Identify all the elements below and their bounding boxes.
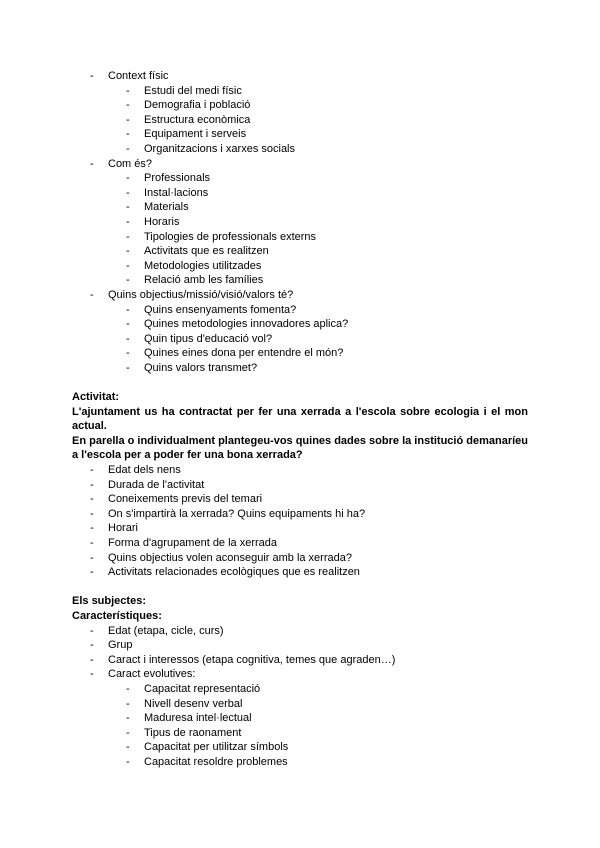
outline-subitem: - Estudi del medi físic bbox=[72, 84, 528, 99]
list-item: - Caract evolutives: bbox=[72, 667, 528, 682]
list-subitem: - Capacitat representació bbox=[72, 682, 528, 697]
outline-subitem: - Estructura econòmica bbox=[72, 113, 528, 128]
outline-subitem: - Organitzacions i xarxes socials bbox=[72, 142, 528, 157]
outline-subitem: - Quins valors transmet? bbox=[72, 361, 528, 376]
activitat-paragraph: L'ajuntament us ha contractat per fer una xerrada a l'escola sobre ecologia i el mon actual. bbox=[72, 405, 528, 433]
outline-subitem: - Equipament i serveis bbox=[72, 127, 528, 142]
outline-subitem: - Quins ensenyaments fomenta? bbox=[72, 303, 528, 318]
activitat-question: En parella o individualment plantegeu-vos quines dades sobre la institució demanaríeu a l'escola per a poder fer una bona xerrada? bbox=[72, 434, 528, 462]
list-item: - Grup bbox=[72, 638, 528, 653]
outline-subitem: - Demografia i població bbox=[72, 98, 528, 113]
outline-list bbox=[72, 69, 528, 375]
list-item: - Durada de l'activitat bbox=[72, 478, 528, 493]
list-subitem: - Maduresa intel·lectual bbox=[72, 711, 528, 726]
outline-subitem: - Instal·lacions bbox=[72, 186, 528, 201]
outline-item: - Quins objectius/missió/visió/valors té? bbox=[72, 288, 528, 303]
spacer bbox=[72, 580, 528, 595]
outline-item: - Context físic bbox=[72, 69, 528, 84]
list-subitem: - Capacitat per utilitzar símbols bbox=[72, 740, 528, 755]
outline-subitem: - Quines eines dona per entendre el món? bbox=[72, 346, 528, 361]
outline-subitem: - Horaris bbox=[72, 215, 528, 230]
caracteristiques-heading: Característiques: bbox=[72, 609, 162, 622]
list-subitem: - Nivell desenv verbal bbox=[72, 697, 528, 712]
list-subitem: - Tipus de raonament bbox=[72, 726, 528, 741]
outline-subitem: - Quines metodologies innovadores aplica? bbox=[72, 317, 528, 332]
subjectes-heading: Els subjectes: bbox=[72, 595, 146, 608]
list-item: - Forma d'agrupament de la xerrada bbox=[72, 536, 528, 551]
list-item: - Activitats relacionades ecològiques que es realitzen bbox=[72, 565, 528, 580]
activitat-heading: Activitat: bbox=[72, 391, 120, 404]
list-item: - Edat dels nens bbox=[72, 463, 528, 478]
subjectes-list bbox=[72, 624, 528, 770]
outline-subitem: - Materials bbox=[72, 200, 528, 215]
outline-item: - Com és? bbox=[72, 157, 528, 172]
list-item: - Horari bbox=[72, 521, 528, 536]
list-item: - Caract i interessos (etapa cognitiva, temes que agraden…) bbox=[72, 653, 528, 668]
list-item: - Edat (etapa, cicle, curs) bbox=[72, 624, 528, 639]
spacer bbox=[72, 375, 528, 390]
outline-subitem: - Activitats que es realitzen bbox=[72, 244, 528, 259]
outline-subitem: - Quin tipus d'educació vol? bbox=[72, 332, 528, 347]
list-item: - Quins objectius volen aconseguir amb la xerrada? bbox=[72, 551, 528, 566]
activitat-list bbox=[72, 463, 528, 580]
outline-subitem: - Relació amb les famílies bbox=[72, 273, 528, 288]
list-subitem: - Capacitat resoldre problemes bbox=[72, 755, 528, 770]
outline-subitem: - Metodologies utilitzades bbox=[72, 259, 528, 274]
list-item: - On s'impartirà la xerrada? Quins equipaments hi ha? bbox=[72, 507, 528, 522]
list-item: - Coneixements previs del temari bbox=[72, 492, 528, 507]
outline-subitem: - Tipologies de professionals externs bbox=[72, 230, 528, 245]
outline-subitem: - Professionals bbox=[72, 171, 528, 186]
